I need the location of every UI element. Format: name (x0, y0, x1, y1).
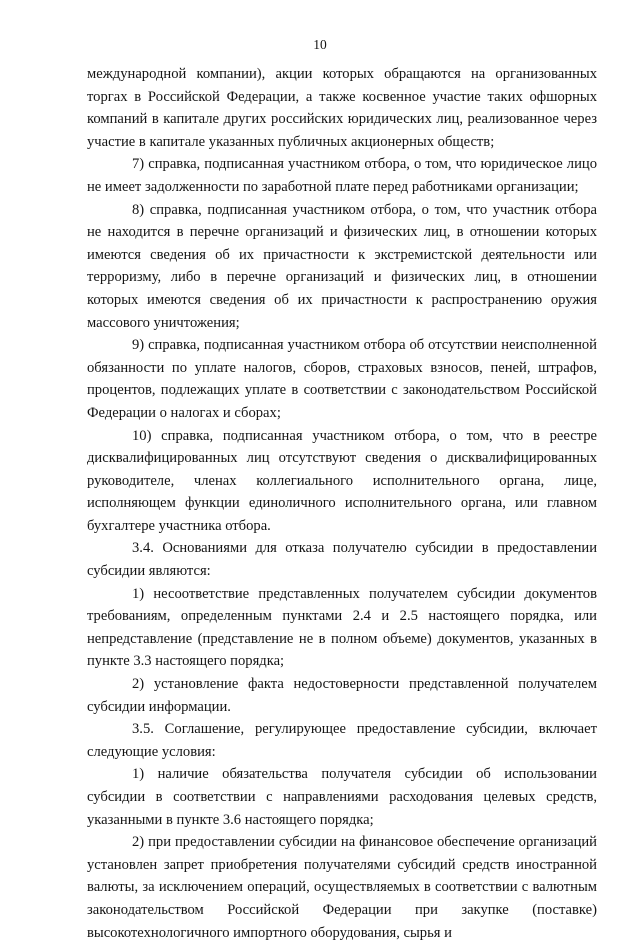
document-body (87, 63, 597, 944)
paragraph-section-3-5: 3.5. Соглашение, регулирующее предоставление субсидии, включает следующие условия: (87, 721, 597, 760)
paragraph-continuation: международной компании), акции которых обращаются на организованных торгах в Российской Федерации, а также косвенное участие таких офшорных компаний в капитале других российских юридических лиц, реализованное через участие в капитале указанных публичных акционерных обществ; (87, 66, 597, 150)
paragraph-3-4-item-1: 1) несоответствие представленных получателем субсидии документов требованиям, определенным пунктами 2.4 и 2.5 настоящего порядка, или непредставление (представление не в полном объеме) документов, указанных в пункте 3.3 настоящего порядка; (87, 585, 597, 670)
paragraph-item-8: 8) справка, подписанная участником отбора, о том, что участник отбора не находится в перечне организаций и физических лиц, в отношении которых имеются сведения об их причастности к экстремистской деятельности или терроризму, либо в перечне организаций и физических лиц, в отношении которых имеются сведения об их причастности к распространению оружия массового уничтожения; (87, 201, 597, 331)
paragraph-3-5-item-1: 1) наличие обязательства получателя субсидии об использовании субсидии в соответствии с направлениями расходования целевых средств, указанными в пункте 3.6 настоящего порядка; (87, 766, 597, 828)
paragraph-item-7: 7) справка, подписанная участником отбора, о том, что юридическое лицо не имеет задолженности по заработной плате перед работниками организации; (87, 156, 597, 195)
paragraph-3-5-item-2: 2) при предоставлении субсидии на финансовое обеспечение организаций установлен запрет приобретения получателями субсидий средств иностранной валюты, за исключением операций, осуществляемых в соответствии с валютным законодательством Российской Федерации при закупке (поставке) высокотехнологичного импортного оборудования, сырья и (87, 834, 597, 941)
paragraph-section-3-4: 3.4. Основаниями для отказа получателю субсидии в предоставлении субсидии являются: (87, 540, 597, 580)
page-number: 10 (313, 37, 327, 52)
paragraph-item-10: 10) справка, подписанная участником отбора, о том, что в реестре дисквалифицированных лиц отсутствуют сведения о дисквалифицированных руководителе, членах коллегиального исполнительного органа, лице, исполняющем функции единоличного исполнительного органа, или главном бухгалтере участника отбора. (87, 427, 597, 534)
paragraph-item-9: 9) справка, подписанная участником отбора об отсутствии неисполненной обязанности по уплате налогов, сборов, страховых взносов, пеней, штрафов, процентов, подлежащих уплате в соответствии с законодательством Российской Федерации о налогах и сборах; (87, 337, 597, 421)
paragraph-3-4-item-2: 2) установление факта недостоверности представленной получателем субсидии информации. (87, 676, 597, 715)
